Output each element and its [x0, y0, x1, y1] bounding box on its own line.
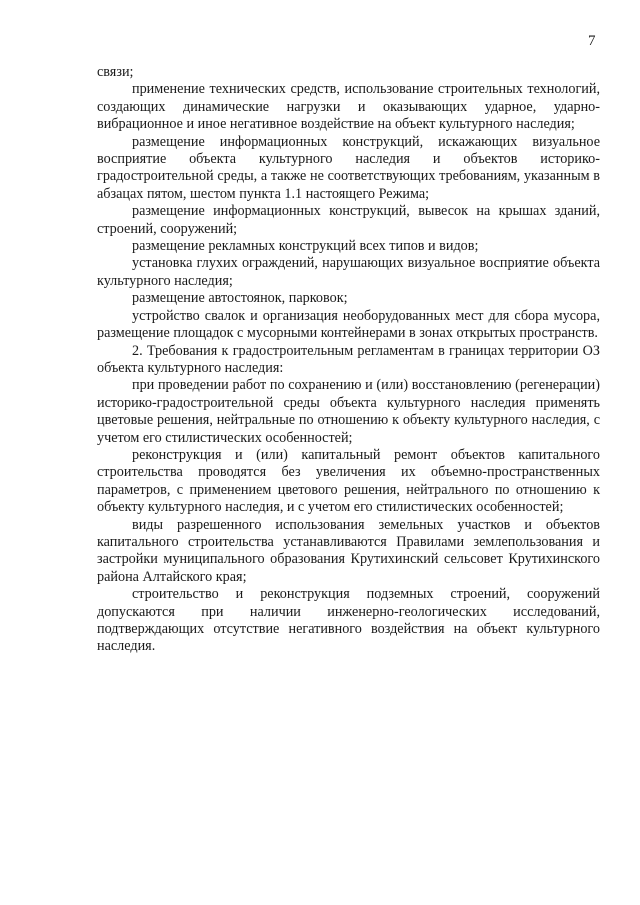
- paragraph: строительство и реконструкция подземных строений, сооружений допускаются при наличии инженерно-геологических исследований, подтверждающих отсутствие негативного воздействия на объект культурного наследия.: [97, 586, 600, 655]
- paragraph: устройство свалок и организация необорудованных мест для сбора мусора, размещение площадок с мусорными контейнерами в зонах открытых пространств.: [97, 307, 600, 342]
- page-number: 7: [588, 33, 596, 49]
- paragraph-continuation: связи;: [97, 64, 134, 80]
- paragraph: размещение рекламных конструкций всех типов и видов;: [132, 238, 479, 255]
- paragraph: размещение информационных конструкций, искажающих визуальное восприятие объекта культурного наследия и объектов историко-градостроительной среды, а также не соответствующих требованиям, указанным в абзацах пятом, шестом пункта 1.1 настоящего Режима;: [97, 133, 600, 202]
- paragraph: применение технических средств, использование строительных технологий, создающих динамические нагрузки и оказывающих ударное, ударно-вибрационное и иное негативное воздействие на объект культурного наследия;: [97, 81, 600, 133]
- paragraph: виды разрешенного использования земельных участков и объектов капитального строительства устанавливаются Правилами землепользования и застройки муниципального образования Крутихинский сельсовет Крутихинского района Алтайского края;: [97, 516, 600, 585]
- section-heading-paragraph: 2. Требования к градостроительным регламентам в границах территории ОЗ объекта культурного наследия:: [97, 342, 600, 376]
- paragraph: при проведении работ по сохранению и (или) восстановлению (регенерации) историко-градостроительной среды объекта культурного наследия применять цветовые решения, нейтральные по отношению к объекту культурного наследия, с учетом его стилистических особенностей;: [97, 377, 600, 446]
- paragraph: реконструкция и (или) капитальный ремонт объектов капитального строительства проводятся без увеличения их объемно-пространственных параметров, с применением цветового решения, нейтрального по отношению к объекту культурного наследия, и с учетом его стилистических особенностей;: [97, 446, 600, 516]
- paragraph: установка глухих ограждений, нарушающих визуальное восприятие объекта культурного наследия;: [97, 255, 600, 289]
- document-body: [97, 64, 600, 656]
- paragraph: размещение информационных конструкций, вывесок на крышах зданий, строений, сооружений;: [97, 203, 600, 237]
- paragraph: размещение автостоянок, парковок;: [132, 290, 348, 307]
